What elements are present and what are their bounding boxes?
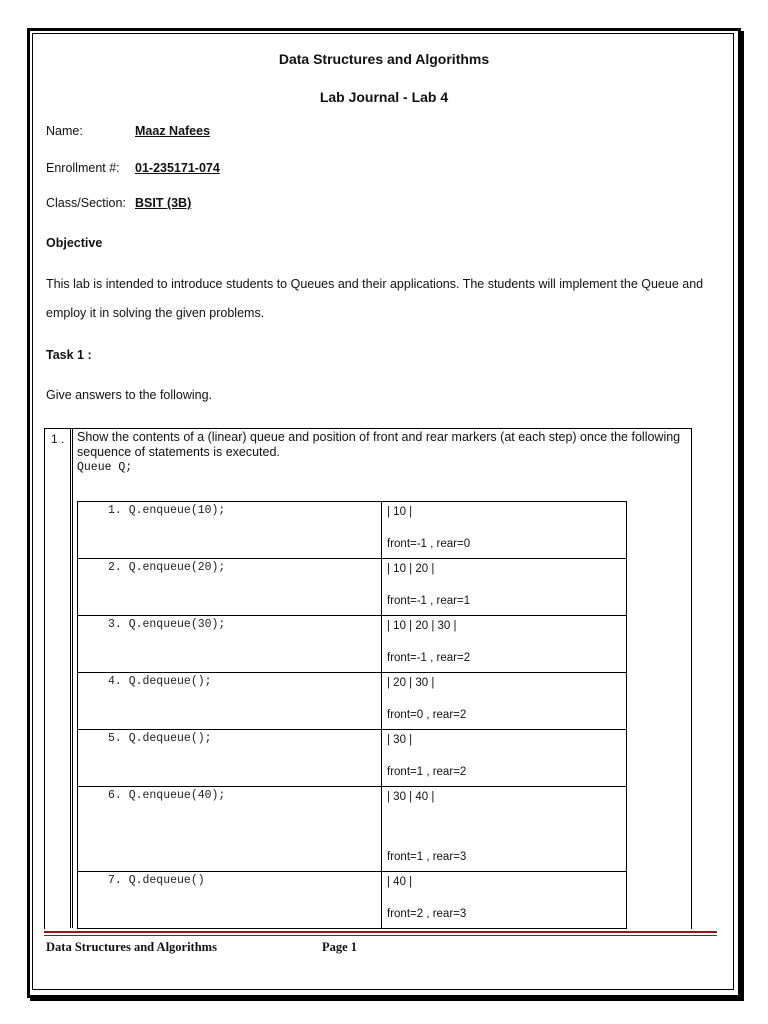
objective-heading: Objective xyxy=(46,236,103,250)
table-row xyxy=(78,616,627,673)
queue-pointers: front=-1 , rear=2 xyxy=(387,652,471,664)
queue-pointers: front=-1 , rear=1 xyxy=(387,595,471,607)
task-heading: Task 1 : xyxy=(46,348,92,362)
table-row xyxy=(78,673,627,730)
step-code: 5. Q.dequeue(); xyxy=(78,730,382,787)
queue-pointers: front=0 , rear=2 xyxy=(387,709,467,721)
step-code: 2. Q.enqueue(20); xyxy=(78,559,382,616)
step-code: 4. Q.dequeue(); xyxy=(78,673,382,730)
queue-contents: | 10 | xyxy=(387,506,413,518)
queue-pointers: front=1 , rear=3 xyxy=(387,851,467,863)
table-row xyxy=(78,787,627,872)
table-row xyxy=(78,559,627,616)
class-row xyxy=(46,196,191,210)
queue-contents: | 30 | 40 | xyxy=(387,791,435,803)
queue-contents: | 30 | xyxy=(387,734,413,746)
question-number: 1 . xyxy=(51,432,65,446)
table-row xyxy=(78,872,627,929)
footer-rule xyxy=(44,935,717,936)
journal-title: Lab Journal - Lab 4 xyxy=(319,89,449,105)
enrollment-row xyxy=(46,161,220,175)
step-code: 7. Q.dequeue() xyxy=(78,872,382,929)
table-row xyxy=(78,730,627,787)
name-row xyxy=(46,124,210,138)
queue-contents: | 20 | 30 | xyxy=(387,677,435,689)
question-divider xyxy=(70,428,71,928)
name-value: Maaz Nafees xyxy=(135,124,211,138)
question-text-block xyxy=(77,430,687,475)
class-label: Class/Section: xyxy=(46,196,126,210)
footer-rule xyxy=(44,931,717,933)
table-row xyxy=(78,502,627,559)
queue-pointers: front=2 , rear=3 xyxy=(387,908,467,920)
queue-pointers: front=-1 , rear=0 xyxy=(387,538,471,550)
queue-declaration: Queue Q; xyxy=(77,461,133,474)
queue-contents: | 10 | 20 | xyxy=(387,563,435,575)
steps-table xyxy=(77,501,627,929)
question-text: Show the contents of a (linear) queue and position of front and rear markers (at each step) once the following sequence of statements is executed. xyxy=(77,430,681,459)
task-instruction: Give answers to the following. xyxy=(46,388,213,402)
enrollment-value: 01-235171-074 xyxy=(135,161,220,175)
step-code: 1. Q.enqueue(10); xyxy=(78,502,382,559)
class-value: BSIT (3B) xyxy=(135,196,192,210)
objective-text: This lab is intended to introduce students to Queues and their applications. The students will implement the Queue and employ it in solving the given problems. xyxy=(46,277,704,320)
question-divider xyxy=(72,428,73,928)
footer-course: Data Structures and Algorithms xyxy=(46,940,217,954)
queue-pointers: front=1 , rear=2 xyxy=(387,766,467,778)
course-title: Data Structures and Algorithms xyxy=(278,51,490,67)
footer-page-number: Page 1 xyxy=(322,940,358,954)
enrollment-label: Enrollment #: xyxy=(46,161,120,175)
name-label: Name: xyxy=(46,124,83,138)
queue-contents: | 10 | 20 | 30 | xyxy=(387,620,457,632)
step-code: 6. Q.enqueue(40); xyxy=(78,787,382,872)
step-code: 3. Q.enqueue(30); xyxy=(78,616,382,673)
queue-contents: | 40 | xyxy=(387,876,413,888)
